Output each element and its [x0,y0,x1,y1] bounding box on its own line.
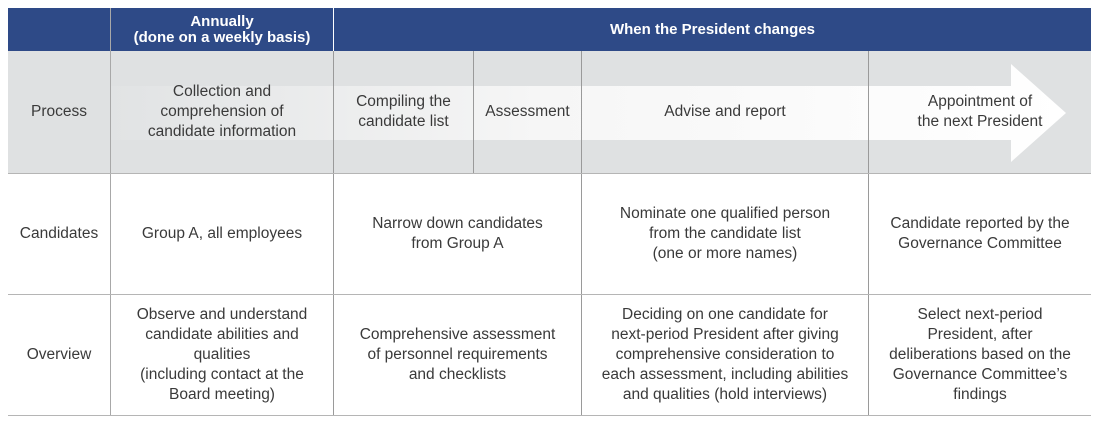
candidates-group-a: Group A, all employees [141,225,303,242]
overview-observe: Observe and understand candidate abilities and qualities (including contact at the Board meeting) [136,306,308,403]
process-advise-report: Advise and report [664,103,786,120]
overview-deciding: Deciding on one candidate for next-period President after giving comprehensive consideration to each assessment, including abilities and qualities (hold interviews) [601,306,849,403]
process-collection: Collection and comprehension of candidate information [147,83,297,140]
row-label-overview: Overview [26,346,92,363]
header-president-changes: When the President changes [334,8,1091,51]
row-label-candidates: Candidates [19,225,99,242]
header-corner [8,8,110,51]
row-divider-bottom [8,415,1091,416]
candidates-nominate: Nominate one qualified person from the candidate list (one or more names) [619,205,831,262]
process-assessment: Assessment [485,103,570,120]
row-label-process: Process [31,103,87,120]
process-compiling-list: Compiling the candidate list [356,93,451,130]
process-appointment: Appointment of the next President [917,93,1043,130]
candidates-reported: Candidate reported by the Governance Committee [890,215,1070,252]
overview-comprehensive-assessment: Comprehensive assessment of personnel requirements and checklists [359,326,556,383]
header-annually: Annually (done on a weekly basis) [111,8,333,51]
candidates-narrow-down: Narrow down candidates from Group A [372,215,543,252]
overview-select-president: Select next-period President, after deliberations based on the Governance Committee’s findings [889,306,1071,403]
